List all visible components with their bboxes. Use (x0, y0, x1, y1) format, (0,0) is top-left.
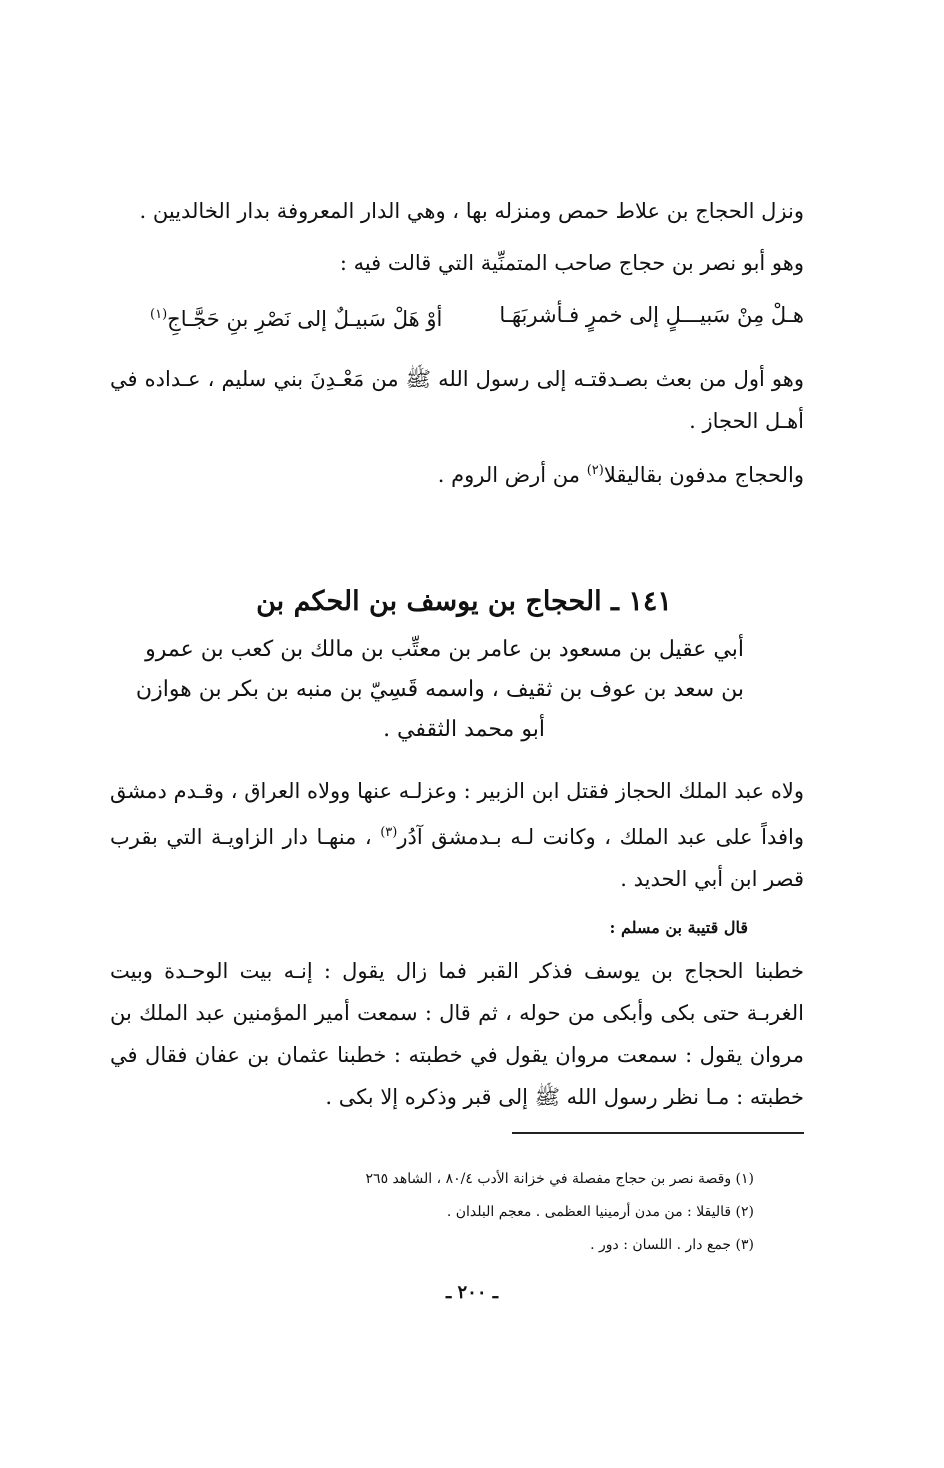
body-paragraph-1-b: ، منهـا دار الزاويـة التي بقرب قصر ابن أبي الحديد . (110, 825, 804, 891)
entry-lineage-2: بن سعد بن عوف بن ثقيف ، واسمه قَسِيّ بن منبه بن بكر بن هوازن (135, 677, 744, 702)
intro-line-1: ونزل الحجاج بن علاط حمص ومنزله بها ، وهي الدار المعروفة بدار الخالديين . (139, 199, 804, 223)
entry-lineage-3: أبو محمد الثقفي . (383, 717, 545, 742)
footnote-ref-3: (٣) (380, 825, 398, 840)
intro-paragraph-2-rest: من أرض الروم . (437, 463, 587, 487)
intro-paragraph-2 (104, 456, 804, 490)
entry-lineage-1: أبي عقيل بن مسعود بن عامر بن معتِّب بن مالك بن كعب بن عمرو (145, 637, 744, 662)
intro-paragraph-2-text: والحجاج مدفون بقاليقلا (603, 463, 804, 487)
footnote-1: (١) وقصة نصر بن حجاج مفصلة في خزانة الأدب ٨٠/٤ ، الشاهد ٢٦٥ (365, 1171, 754, 1187)
footnote-3: (٣) جمع دار . اللسان : دور . (590, 1237, 754, 1253)
body-paragraph-1-a: ولاه عبد الملك الحجاز فقتل ابن الزبير : وعزلـه عنها وولاه العراق ، وقـدم دمشق وافداً على عبد الملك ، وكانت لـه بـدمشق آدُر (110, 779, 805, 849)
verse-hemistich-2 (150, 298, 442, 336)
intro-paragraph-1: وهو أول من بعث بصـدقتـه إلى رسول الله ﷺ من مَعْـدِنَ بني سليم ، عـداده في أهـل الحجاز . (110, 367, 804, 433)
verse-hemistich-1: هـلْ مِنْ سَبيـــلٍ إلى خمرٍ فـأشربَهَـا (499, 303, 804, 327)
footnote-2: (٢) قاليقلا : من مدن أرمينيا العظمى . معجم البلدان . (446, 1204, 754, 1220)
page-number: ـ ٢٠٠ ـ (445, 1282, 499, 1303)
poetry-verse (150, 298, 804, 332)
footnote-ref-1: (١) (150, 307, 168, 322)
verse-hemistich-2-text: أوْ هَلْ سَبيـلٌ إلى نَصْرِ بنِ حَجَّـاجِ (167, 307, 443, 331)
speaker-label: قال قتيبة بن مسلم : (609, 918, 748, 937)
body-paragraph-2: خطبنا الحجاج بن يوسف فذكر القبر فما زال يقول : إنـه بيت الوحـدة وبيت الغربـة حتى بكى وأبكى من حوله ، ثم قال : سمعت أمير المؤمنين عبد الملك بن مروان يقول : سمعت مروان يقول في خطبته : خطبنا عثمان بن عفان فقال في خطبته : مـا نظر رسول الله ﷺ إلى قبر وذكره إلا بكى . (110, 959, 804, 1109)
intro-line-2: وهو أبو نصر بن حجاج صاحب المتمنِّية التي قالت فيه : (339, 251, 804, 275)
entry-title: ١٤١ ـ الحجاج بن يوسف بن الحكم بن (256, 586, 672, 617)
footnote-separator (512, 1132, 804, 1134)
footnote-ref-2: (٢) (586, 463, 604, 478)
body-paragraph-1 (110, 770, 804, 900)
